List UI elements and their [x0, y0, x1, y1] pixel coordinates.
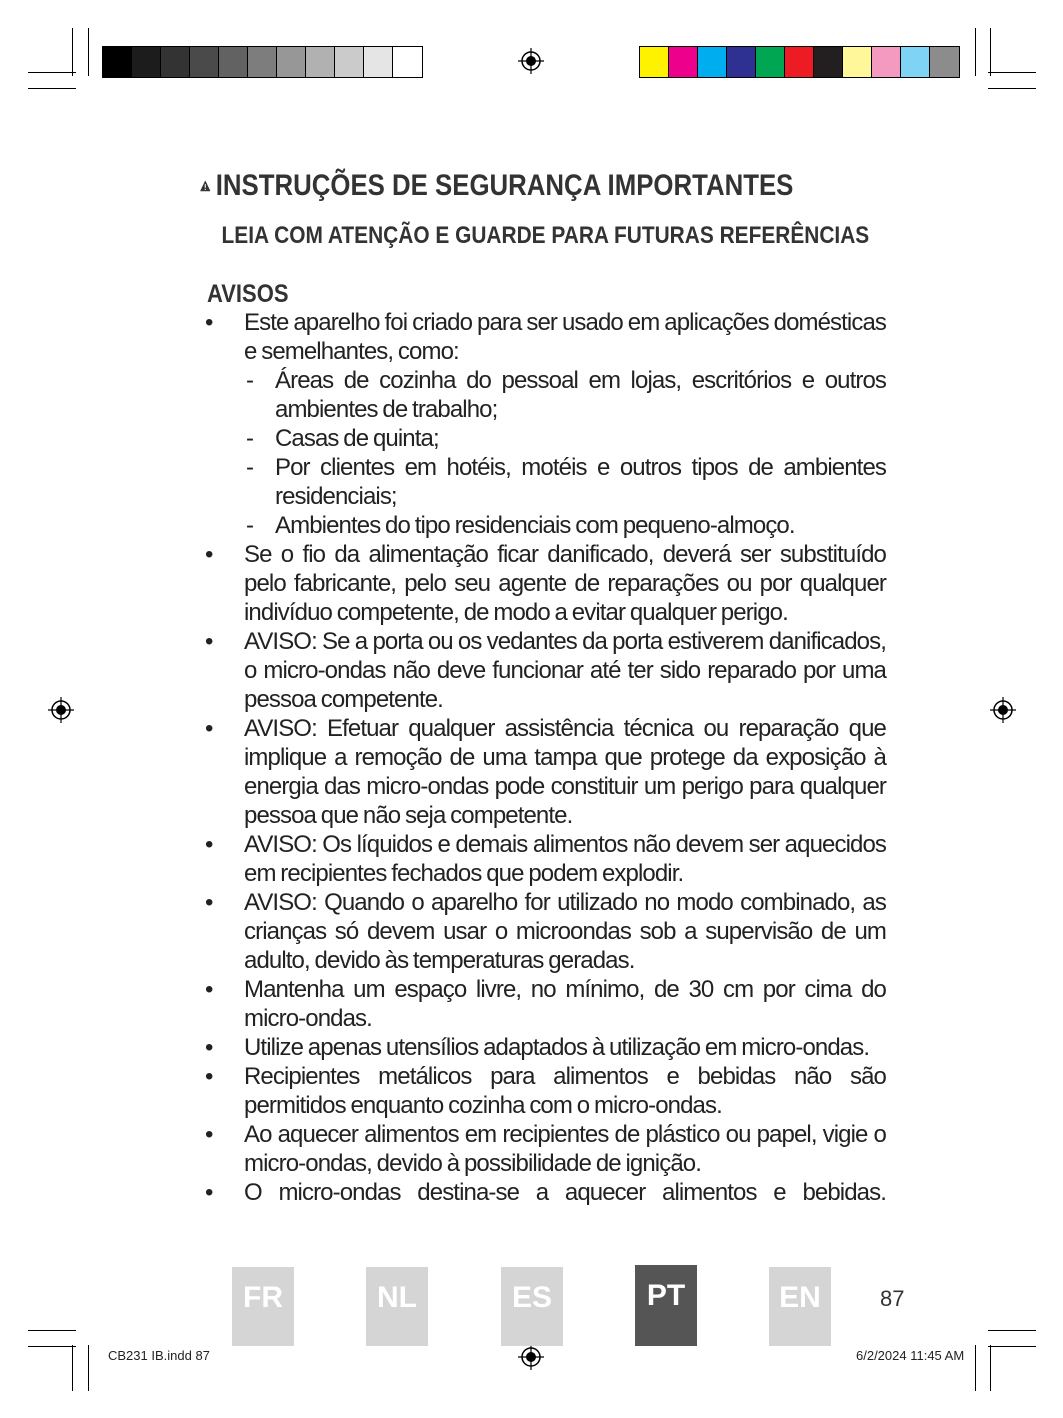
bullet-item: [200, 1120, 886, 1178]
bullet-item: [200, 308, 886, 366]
sub-item: [200, 424, 886, 453]
page-number: 87: [880, 1286, 905, 1311]
item-text: Por clientes em hotéis, motéis e outros tipos de ambientes residenciais;: [275, 454, 886, 510]
color-swatch: [814, 47, 843, 77]
color-swatch: [872, 47, 901, 77]
bullet-item: [200, 1033, 886, 1062]
bullet-mark: •: [205, 1121, 214, 1148]
bullet-item: [200, 714, 886, 830]
bullet-mark: •: [205, 628, 214, 655]
bullet-mark: •: [205, 1063, 214, 1090]
item-text: Ambientes do tipo residenciais com pequeno-almoço.: [275, 512, 795, 539]
item-text: Utilize apenas utensílios adaptados à utilização em micro-ondas.: [244, 1034, 870, 1061]
bullet-mark: •: [205, 715, 214, 742]
color-swatch: [785, 47, 814, 77]
color-swatch: [393, 47, 422, 77]
page-title-text: INSTRUÇÕES DE SEGURANÇA IMPORTANTES: [215, 169, 794, 202]
bullet-item: [200, 627, 886, 714]
item-text: AVISO: Os líquidos e demais alimentos não devem ser aquecidos em recipientes fechados que podem explodir.: [244, 831, 886, 887]
color-swatch: [219, 47, 248, 77]
color-swatch: [161, 47, 190, 77]
color-swatch: [640, 47, 669, 77]
registration-mark-icon: [518, 1344, 544, 1370]
sub-item: [200, 511, 886, 540]
color-swatch: [727, 47, 756, 77]
registration-mark-icon: [518, 48, 544, 74]
item-text: Recipientes metálicos para alimentos e bebidas não são permitidos enquanto cozinha com o micro-ondas.: [244, 1063, 886, 1119]
dash-mark: -: [246, 425, 254, 452]
slug-file: CB231 IB.indd 87: [108, 1348, 210, 1363]
bullet-mark: •: [205, 889, 214, 916]
item-text: Ao aquecer alimentos em recipientes de plástico ou papel, vigie o micro-ondas, devido à possibilidade de ignição.: [244, 1121, 886, 1177]
item-text: Se o fio da alimentação ficar danificado, deverá ser substituído pelo fabricante, pelo seu agente de reparações ou por qualquer indivíduo competente, de modo a evitar qualquer perigo.: [244, 541, 886, 626]
color-swatch: [901, 47, 930, 77]
item-text: AVISO: Quando o aparelho for utilizado no modo combinado, as crianças só devem usar o microondas sob a supervisão de um adulto, devido às temperaturas geradas.: [244, 889, 886, 974]
color-swatch: [248, 47, 277, 77]
color-swatch: [669, 47, 698, 77]
color-swatch: [132, 47, 161, 77]
dash-mark: -: [246, 367, 254, 394]
language-tab-pt[interactable]: PT: [635, 1265, 697, 1346]
registration-mark-icon: [990, 697, 1016, 723]
sub-item: [200, 366, 886, 424]
color-swatch: [756, 47, 785, 77]
bullet-mark: •: [205, 976, 214, 1003]
bullet-mark: •: [205, 309, 214, 336]
item-text: Mantenha um espaço livre, no mínimo, de 30 cm por cima do micro-ondas.: [244, 976, 886, 1032]
slug-datetime: 6/2/2024 11:45 AM: [856, 1348, 965, 1363]
language-tab-es[interactable]: ES: [501, 1267, 563, 1346]
item-text: Este aparelho foi criado para ser usado em aplicações domésticas e semelhantes, como:: [244, 309, 886, 365]
bullet-item: [200, 1178, 886, 1207]
color-swatch: [277, 47, 306, 77]
color-swatch: [364, 47, 393, 77]
registration-mark-icon: [48, 697, 74, 723]
color-swatch: [930, 47, 959, 77]
color-swatch: [306, 47, 335, 77]
sub-item: [200, 453, 886, 511]
process-color-bar: [639, 46, 960, 78]
item-text: AVISO: Se a porta ou os vedantes da porta estiverem danificados, o micro-ondas não deve funcionar até ter sido reparado por uma pessoa competente.: [244, 628, 886, 713]
bullet-mark: •: [205, 831, 214, 858]
bullet-item: [200, 540, 886, 627]
bullet-mark: •: [205, 1034, 214, 1061]
bullet-item: [200, 888, 886, 975]
color-swatch: [103, 47, 132, 77]
warnings-list: [200, 308, 886, 1207]
page-title: [200, 168, 793, 204]
color-swatch: [698, 47, 727, 77]
bullet-mark: •: [205, 541, 214, 568]
color-swatch: [335, 47, 364, 77]
language-tab-nl[interactable]: NL: [366, 1267, 428, 1346]
color-swatch: [190, 47, 219, 77]
language-tab-fr[interactable]: FR: [232, 1267, 294, 1346]
dash-mark: -: [246, 454, 254, 481]
dash-mark: -: [246, 512, 254, 539]
bullet-item: [200, 975, 886, 1033]
page-subtitle: LEIA COM ATENÇÃO E GUARDE PARA FUTURAS REFERÊNCIAS: [221, 222, 870, 249]
bullet-mark: •: [205, 1179, 214, 1206]
color-swatch: [843, 47, 872, 77]
item-text: Áreas de cozinha do pessoal em lojas, escritórios e outros ambientes de trabalho;: [275, 367, 886, 423]
bullet-item: [200, 830, 886, 888]
grayscale-color-bar: [102, 46, 423, 78]
warning-triangle-icon: [200, 168, 211, 204]
language-tab-en[interactable]: EN: [769, 1267, 831, 1346]
item-text: Casas de quinta;: [275, 425, 439, 452]
item-text: AVISO: Efetuar qualquer assistência técnica ou reparação que implique a remoção de uma tampa que protege da exposição à energia das micro-ondas pode constituir um perigo para qualquer pessoa que não seja competente.: [244, 715, 886, 829]
bullet-item: [200, 1062, 886, 1120]
section-heading: AVISOS: [207, 280, 289, 308]
item-text: O micro-ondas destina-se a aquecer alimentos e bebidas.: [244, 1179, 886, 1206]
